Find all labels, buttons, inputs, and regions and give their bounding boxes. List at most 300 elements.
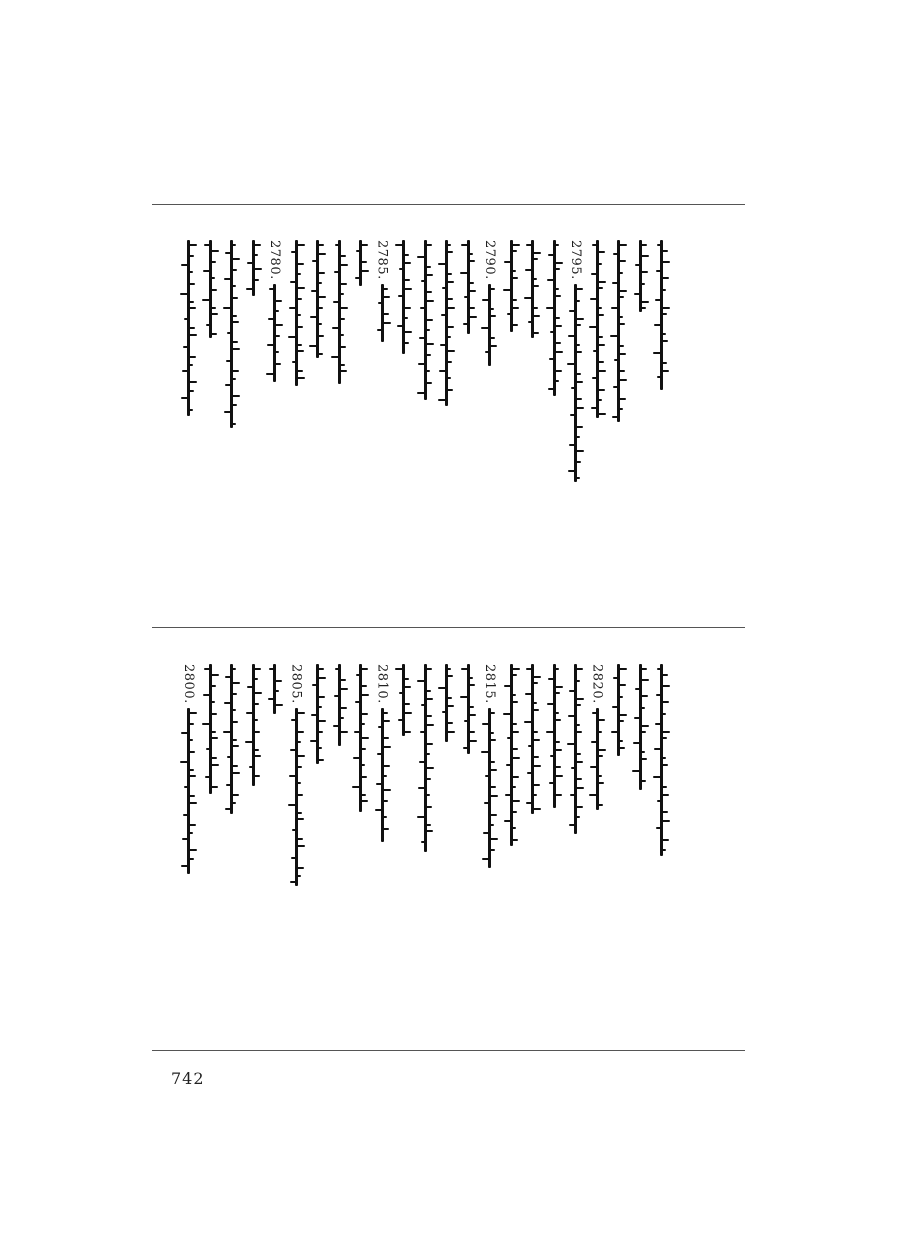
mongolian-script-line: [394, 240, 412, 354]
script-stem: [402, 664, 405, 736]
script-stroke: [657, 800, 661, 802]
script-stroke: [426, 354, 431, 356]
script-stroke: [376, 783, 382, 785]
script-stroke: [662, 313, 667, 315]
script-stroke: [589, 794, 597, 796]
script-stroke: [189, 364, 193, 366]
script-stroke: [576, 398, 582, 400]
script-stroke: [447, 705, 454, 707]
script-stroke: [641, 307, 646, 309]
script-stroke: [297, 794, 303, 796]
script-stroke: [576, 668, 583, 670]
script-stroke: [361, 694, 369, 696]
script-stroke: [181, 264, 188, 266]
script-stroke: [526, 244, 532, 246]
script-stroke: [232, 297, 238, 299]
script-stroke: [490, 732, 494, 734]
script-stroke: [528, 745, 532, 747]
mongolian-script-line: [373, 284, 391, 342]
script-stroke: [533, 332, 539, 334]
script-stroke: [189, 751, 195, 753]
script-stroke: [291, 251, 296, 253]
script-stroke: [354, 731, 360, 733]
script-stroke: [232, 348, 240, 350]
script-stroke: [641, 707, 645, 709]
script-stroke: [275, 300, 282, 302]
script-stroke: [340, 255, 346, 257]
script-stroke: [576, 806, 583, 808]
script-stroke: [533, 709, 539, 711]
script-stroke: [598, 389, 605, 391]
script-stroke: [619, 714, 627, 716]
script-stem: [273, 284, 276, 382]
script-stroke: [512, 270, 516, 272]
script-stroke: [267, 344, 274, 346]
script-stroke: [290, 281, 296, 283]
script-stroke: [204, 244, 210, 246]
script-stroke: [512, 668, 520, 670]
mongolian-script-line: [265, 284, 283, 382]
script-stroke: [417, 680, 425, 682]
script-stroke: [332, 327, 339, 329]
script-stroke: [525, 269, 532, 271]
script-stroke: [340, 717, 344, 719]
script-stroke: [211, 737, 218, 739]
script-stroke: [484, 802, 489, 804]
script-stroke: [189, 301, 194, 303]
script-stroke: [297, 314, 301, 316]
script-stroke: [463, 323, 468, 325]
verse-column: [286, 664, 306, 964]
script-stroke: [635, 264, 640, 266]
script-stroke: [555, 244, 559, 246]
script-stem: [488, 284, 491, 366]
script-stroke: [555, 288, 559, 290]
script-stroke: [254, 731, 260, 733]
script-stroke: [662, 757, 666, 759]
verse-column: [350, 240, 370, 540]
script-stroke: [254, 692, 262, 694]
script-stroke: [662, 820, 670, 822]
verse-column: [329, 240, 349, 540]
mongolian-script-line: [631, 664, 649, 790]
script-stroke: [555, 766, 561, 768]
script-stroke: [657, 244, 661, 246]
mongolian-script-line: [437, 664, 455, 742]
script-stroke: [641, 725, 649, 727]
verse-column: [544, 240, 564, 540]
script-stroke: [232, 378, 236, 380]
mongolian-script-line: [545, 240, 563, 396]
script-stroke: [641, 780, 646, 782]
script-stroke: [469, 282, 474, 284]
script-stroke: [641, 244, 647, 246]
verse-column: [458, 240, 478, 540]
script-stroke: [619, 720, 624, 722]
script-stroke: [340, 307, 348, 309]
script-stroke: [576, 436, 580, 438]
script-stroke: [421, 280, 425, 282]
script-stroke: [570, 414, 575, 416]
script-stroke: [399, 692, 403, 694]
script-stroke: [555, 692, 560, 694]
script-stroke: [633, 742, 640, 744]
script-stroke: [297, 377, 305, 379]
script-stroke: [426, 329, 430, 331]
script-stroke: [512, 839, 518, 841]
script-stroke: [569, 310, 575, 312]
script-stroke: [232, 709, 236, 711]
script-stroke: [232, 772, 240, 774]
script-stroke: [254, 244, 261, 246]
script-stroke: [662, 849, 666, 851]
script-stroke: [439, 370, 446, 372]
script-stroke: [549, 782, 554, 784]
script-stroke: [225, 808, 231, 810]
script-stroke: [249, 766, 253, 768]
script-stroke: [224, 702, 231, 704]
script-stroke: [512, 250, 517, 252]
top-rule: [152, 204, 745, 205]
script-stroke: [254, 668, 261, 670]
script-stroke: [404, 262, 411, 264]
verse-column: [522, 664, 542, 964]
script-stroke: [533, 258, 538, 260]
script-stroke: [526, 802, 532, 804]
script-stem: [295, 708, 298, 886]
script-stroke: [309, 345, 317, 347]
script-stroke: [447, 273, 452, 275]
verse-column: [544, 664, 564, 964]
script-stroke: [205, 776, 210, 778]
script-stroke: [189, 832, 193, 834]
script-stroke: [447, 389, 453, 391]
verse-column: [221, 664, 241, 964]
mongolian-script-line: [222, 664, 240, 814]
script-stroke: [570, 794, 575, 796]
script-stroke: [189, 739, 193, 741]
script-stroke: [189, 271, 193, 273]
script-stroke: [653, 776, 661, 778]
script-stroke: [438, 263, 446, 265]
script-stroke: [641, 668, 647, 670]
script-stroke: [426, 767, 434, 769]
line-number: 2815.: [482, 664, 497, 704]
script-stroke: [254, 719, 258, 721]
verse-column: [286, 240, 306, 540]
script-stroke: [383, 296, 390, 298]
script-stroke: [555, 380, 559, 382]
mongolian-script-line: [502, 240, 520, 332]
script-stroke: [662, 764, 668, 766]
script-stroke: [447, 668, 451, 670]
script-stroke: [555, 325, 562, 327]
script-stroke: [634, 717, 640, 719]
script-stroke: [662, 307, 670, 309]
script-stroke: [592, 377, 597, 379]
script-stroke: [318, 353, 323, 355]
script-stroke: [275, 310, 279, 312]
script-stroke: [426, 830, 433, 832]
script-stroke: [426, 668, 432, 670]
script-stroke: [189, 802, 197, 804]
script-stroke: [533, 315, 540, 317]
script-stroke: [548, 388, 554, 390]
script-stroke: [254, 268, 262, 270]
script-stroke: [383, 322, 391, 324]
script-stroke: [662, 839, 669, 841]
script-stroke: [568, 470, 575, 472]
script-stroke: [555, 794, 562, 796]
script-stem: [209, 664, 212, 794]
script-stroke: [549, 358, 554, 360]
script-stroke: [189, 356, 196, 358]
script-stroke: [211, 757, 217, 759]
script-stroke: [550, 755, 554, 757]
script-stroke: [657, 376, 661, 378]
script-stroke: [546, 731, 554, 733]
script-stroke: [619, 370, 625, 372]
script-stroke: [297, 350, 304, 352]
script-stroke: [246, 712, 253, 714]
line-number: 2820.: [589, 664, 605, 704]
script-stroke: [598, 281, 606, 283]
script-stroke: [211, 333, 217, 335]
script-stroke: [292, 829, 296, 831]
script-stroke: [490, 337, 495, 339]
script-stroke: [619, 668, 627, 670]
script-stroke: [398, 295, 403, 297]
script-stroke: [662, 277, 669, 279]
verse-column: [221, 240, 241, 540]
script-stroke: [598, 731, 602, 733]
script-stroke: [567, 363, 575, 365]
script-stroke: [189, 795, 195, 797]
verse-column: [372, 664, 392, 964]
verse-column: [393, 664, 413, 964]
script-stroke: [426, 266, 431, 268]
mongolian-script-line: [394, 664, 412, 736]
verse-column: [307, 240, 327, 540]
script-stroke: [441, 314, 446, 316]
script-stroke: [318, 720, 326, 722]
script-stroke: [340, 293, 344, 295]
script-stroke: [547, 703, 554, 705]
script-stroke: [404, 279, 410, 281]
script-stroke: [335, 244, 339, 246]
script-stroke: [576, 318, 584, 320]
script-stroke: [504, 820, 511, 822]
script-stroke: [619, 345, 624, 347]
script-stroke: [654, 324, 661, 326]
verse-column: [372, 240, 392, 540]
script-stroke: [469, 253, 473, 255]
script-stroke: [619, 296, 624, 298]
script-stroke: [312, 260, 317, 262]
script-stroke: [555, 351, 563, 353]
script-stroke: [297, 867, 304, 869]
script-stroke: [211, 685, 216, 687]
script-stroke: [340, 346, 346, 348]
script-stroke: [619, 290, 627, 292]
script-stroke: [426, 794, 430, 796]
script-stroke: [512, 723, 517, 725]
script-stroke: [418, 787, 425, 789]
script-stroke: [657, 668, 661, 670]
script-stroke: [311, 290, 317, 292]
script-stroke: [202, 299, 210, 301]
script-stroke: [533, 739, 540, 741]
script-stroke: [598, 370, 606, 372]
script-stroke: [490, 761, 495, 763]
script-stroke: [656, 694, 661, 696]
script-stroke: [224, 411, 231, 413]
script-stroke: [361, 713, 368, 715]
script-stroke: [662, 713, 666, 715]
script-stroke: [555, 262, 563, 264]
script-stroke: [469, 260, 475, 262]
script-stroke: [227, 332, 231, 334]
script-stroke: [232, 370, 239, 372]
script-stroke: [619, 353, 626, 355]
script-stroke: [361, 244, 368, 246]
mongolian-script-line: [652, 664, 670, 856]
script-stem: [273, 664, 276, 714]
verse-column: [630, 240, 650, 540]
script-stroke: [590, 766, 597, 768]
script-stroke: [318, 272, 325, 274]
script-stroke: [482, 723, 489, 725]
script-stroke: [333, 301, 339, 303]
script-stroke: [404, 254, 409, 256]
script-stroke: [340, 370, 347, 372]
mongolian-script-line: [588, 708, 606, 810]
script-stroke: [180, 293, 188, 295]
script-stroke: [318, 759, 324, 761]
script-stroke: [512, 827, 516, 829]
script-stroke: [297, 712, 305, 714]
mongolian-script-line: [179, 240, 197, 416]
mongolian-script-line: [566, 284, 584, 482]
script-stroke: [662, 250, 668, 252]
script-stroke: [533, 702, 537, 704]
script-stroke: [485, 351, 489, 353]
script-stroke: [377, 753, 382, 755]
script-stroke: [318, 677, 326, 679]
script-stroke: [297, 326, 303, 328]
script-stroke: [634, 293, 640, 295]
script-stroke: [289, 307, 296, 309]
script-stroke: [383, 737, 389, 739]
script-stroke: [576, 288, 583, 290]
script-stroke: [226, 784, 231, 786]
verse-column: [501, 240, 521, 540]
script-stem: [295, 240, 298, 386]
script-stroke: [598, 307, 602, 309]
script-stroke: [232, 423, 236, 425]
script-stroke: [662, 811, 668, 813]
script-stroke: [512, 786, 516, 788]
script-stroke: [361, 794, 366, 796]
script-stroke: [404, 288, 412, 290]
script-stroke: [355, 701, 360, 703]
script-stroke: [288, 336, 296, 338]
script-stroke: [291, 719, 296, 721]
script-stroke: [632, 770, 640, 772]
script-stroke: [226, 360, 231, 362]
verse-column: [608, 240, 628, 540]
script-stroke: [576, 450, 584, 452]
script-stroke: [404, 307, 411, 309]
script-stroke: [318, 253, 326, 255]
script-stroke: [383, 313, 389, 315]
script-stroke: [297, 838, 303, 840]
script-stroke: [211, 307, 216, 309]
script-stroke: [426, 382, 432, 384]
line-number: 2810.: [374, 664, 390, 704]
mongolian-script-line: [330, 240, 348, 384]
script-stroke: [447, 336, 451, 338]
script-stroke: [555, 668, 559, 670]
script-stroke: [555, 775, 563, 777]
mongolian-script-line: [287, 240, 305, 386]
script-stroke: [555, 712, 559, 714]
mongolian-script-line: [330, 664, 348, 746]
script-stroke: [612, 416, 618, 418]
script-stroke: [417, 816, 425, 818]
script-stroke: [211, 786, 218, 788]
script-stroke: [619, 316, 623, 318]
script-stem: [574, 284, 577, 482]
script-stroke: [397, 325, 403, 327]
script-stroke: [655, 723, 661, 725]
script-stem: [338, 240, 341, 384]
mongolian-script-line: [308, 240, 326, 358]
script-stroke: [533, 784, 540, 786]
script-stroke: [568, 715, 575, 717]
script-stem: [510, 240, 513, 332]
script-stroke: [512, 748, 518, 750]
script-stroke: [275, 690, 279, 692]
verse-column: [393, 240, 413, 540]
script-stroke: [224, 278, 231, 280]
script-stroke: [576, 698, 584, 700]
script-stroke: [619, 684, 626, 686]
middle-rule: [152, 627, 745, 628]
script-stroke: [598, 719, 605, 721]
script-stroke: [232, 794, 239, 796]
script-stroke: [426, 690, 431, 692]
script-stroke: [211, 250, 219, 252]
script-stroke: [383, 816, 387, 818]
script-stroke: [569, 824, 575, 826]
script-stem: [617, 240, 620, 422]
script-stroke: [442, 711, 446, 713]
script-stroke: [181, 732, 188, 734]
script-stroke: [426, 291, 432, 293]
script-stroke: [613, 386, 618, 388]
line-number: 2805.: [288, 664, 304, 704]
script-stroke: [641, 695, 648, 697]
script-stroke: [662, 674, 668, 676]
script-stroke: [614, 359, 618, 361]
verse-column: [329, 664, 349, 964]
script-stroke: [232, 285, 236, 287]
script-stroke: [395, 668, 403, 670]
mongolian-script-line: [523, 240, 541, 338]
script-stroke: [189, 307, 196, 309]
script-stroke: [311, 714, 317, 716]
